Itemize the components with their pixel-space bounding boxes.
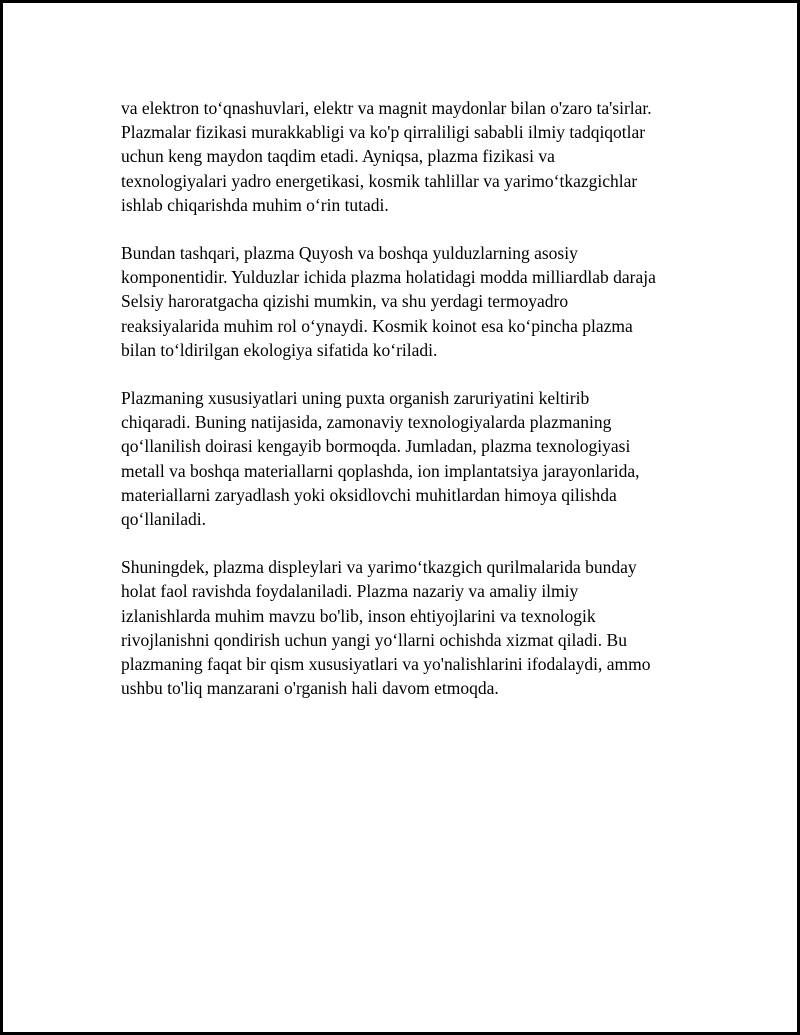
text-line: uchun keng maydon taqdim etadi. Ayniqsa, plazma fizikasi va (121, 146, 555, 167)
text-line: Selsiy haroratgacha qizishi mumkin, va shu yerdagi termoyadro (121, 291, 569, 312)
text-line: ushbu to'liq manzarani o'rganish hali davom etmoqda. (121, 678, 499, 699)
text-line: rivojlanishni qondirish uchun yangi yo‘llarni ochishda xizmat qiladi. Bu (121, 629, 627, 650)
text-line: materiallarni zaryadlash yoki oksidlovchi muhitlardan himoya qilishda (121, 484, 617, 505)
page-body (121, 96, 701, 724)
text-line: ishlab chiqarishda muhim o‘rin tutadi. (121, 194, 389, 215)
text-line: va elektron to‘qnashuvlari, elektr va magnit maydonlar bilan o'zaro ta'sirlar. (121, 98, 652, 118)
text-line: komponentidir. Yulduzlar ichida plazma holatidagi modda milliardlab daraja (121, 267, 656, 288)
text-line: Plazmalar fizikasi murakkabligi va ko'p qirraliligi sababli ilmiy tadqiqotlar (121, 122, 646, 143)
text-line: qo‘llanilish doirasi kengayib bormoqda. Jumladan, plazma texnologiyasi (121, 436, 631, 457)
text-line: qo‘llaniladi. (121, 509, 207, 530)
text-line: plazmaning faqat bir qism xususiyatlari va yo'nalishlarini ifodalaydi, ammo (121, 654, 651, 675)
text-line: bilan to‘ldirilgan ekologiya sifatida ko‘riladi. (121, 339, 438, 360)
text-line: texnologiyalari yadro energetikasi, kosmik tahlillar va yarimo‘tkazgichlar (121, 170, 638, 191)
paragraph-4 (121, 555, 701, 700)
paragraph-3 (121, 386, 701, 531)
text-line: izlanishlarda muhim mavzu bo'lib, inson ehtiyojlarini va texnologik (121, 605, 596, 626)
text-line: Shuningdek, plazma displeylari va yarimo‘tkazgich qurilmalarida bunday (121, 557, 637, 578)
text-line: reaksiyalarida muhim rol o‘ynaydi. Kosmik koinot esa ko‘pincha plazma (121, 315, 633, 336)
paragraph-2 (121, 241, 701, 362)
text-line: chiqaradi. Buning natijasida, zamonaviy texnologiyalarda plazmaning (121, 412, 612, 433)
paragraph-1 (121, 96, 701, 217)
text-line: Plazmaning xususiyatlari uning puxta organish zaruriyatini keltirib (121, 388, 590, 409)
text-line: Bundan tashqari, plazma Quyosh va boshqa yulduzlarning asosiy (121, 243, 578, 264)
text-line: holat faol ravishda foydalaniladi. Plazma nazariy va amaliy ilmiy (121, 581, 579, 602)
text-line: metall va boshqa materiallarni qoplashda, ion implantatsiya jarayonlarida, (121, 460, 640, 481)
